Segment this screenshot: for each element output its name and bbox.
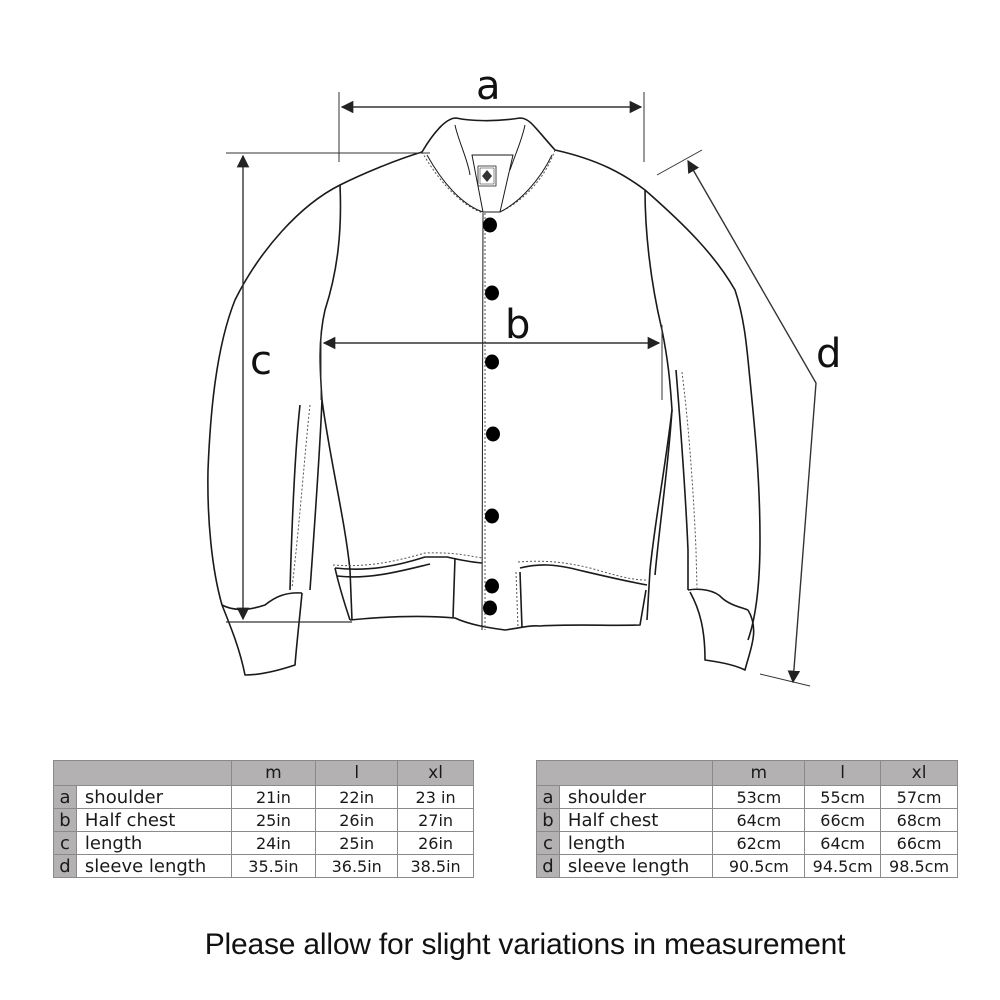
value-m: 25in — [231, 809, 316, 832]
measurement-disclaimer: Please allow for slight variations in measurement — [204, 928, 846, 961]
button — [485, 509, 499, 524]
row-letter: d — [54, 855, 77, 878]
table-row — [54, 809, 474, 832]
dimension-label-c: c — [250, 338, 272, 384]
table-row — [537, 786, 958, 809]
row-label: sleeve length — [76, 855, 231, 878]
value-m: 64cm — [713, 809, 805, 832]
value-xl: 38.5in — [398, 855, 474, 878]
buttons — [483, 218, 500, 616]
table-row — [54, 786, 474, 809]
value-m: 24in — [231, 832, 316, 855]
value-xl: 23 in — [398, 786, 474, 809]
button — [483, 218, 497, 233]
row-label: length — [559, 832, 713, 855]
table-header-row — [54, 761, 474, 786]
row-letter: b — [54, 809, 77, 832]
table-row — [54, 832, 474, 855]
jacket-outline — [208, 118, 760, 675]
table-row — [54, 855, 474, 878]
dimension-label-a: a — [476, 63, 501, 109]
value-l: 36.5in — [316, 855, 398, 878]
row-letter: b — [537, 809, 560, 832]
dimension-label-b: b — [505, 302, 531, 348]
header-blank — [54, 761, 232, 786]
header-size-m: m — [713, 761, 805, 786]
value-xl: 57cm — [881, 786, 958, 809]
row-label: Half chest — [76, 809, 231, 832]
row-letter: d — [537, 855, 560, 878]
value-l: 22in — [316, 786, 398, 809]
row-letter: a — [54, 786, 77, 809]
size-table-inches — [53, 760, 474, 878]
header-size-m: m — [231, 761, 316, 786]
header-size-xl: xl — [398, 761, 474, 786]
size-table-cm — [536, 760, 958, 878]
value-xl: 66cm — [881, 832, 958, 855]
button — [486, 427, 500, 442]
row-letter: c — [537, 832, 560, 855]
value-l: 66cm — [805, 809, 881, 832]
header-size-l: l — [805, 761, 881, 786]
table-row — [537, 855, 958, 878]
value-l: 94.5cm — [805, 855, 881, 878]
value-m: 21in — [231, 786, 316, 809]
value-m: 90.5cm — [713, 855, 805, 878]
button — [485, 286, 499, 301]
button — [483, 601, 497, 616]
button — [485, 355, 499, 370]
table-header-row — [537, 761, 958, 786]
header-blank — [537, 761, 713, 786]
value-m: 35.5in — [231, 855, 316, 878]
value-xl: 27in — [398, 809, 474, 832]
table-row — [537, 832, 958, 855]
button — [485, 579, 499, 594]
value-l: 64cm — [805, 832, 881, 855]
row-label: shoulder — [76, 786, 231, 809]
value-l: 55cm — [805, 786, 881, 809]
header-size-l: l — [316, 761, 398, 786]
value-xl: 26in — [398, 832, 474, 855]
dimension-label-d: d — [816, 331, 842, 377]
row-letter: a — [537, 786, 560, 809]
header-size-xl: xl — [881, 761, 958, 786]
row-label: shoulder — [559, 786, 713, 809]
value-l: 25in — [316, 832, 398, 855]
row-letter: c — [54, 832, 77, 855]
value-xl: 68cm — [881, 809, 958, 832]
value-m: 62cm — [713, 832, 805, 855]
row-label: sleeve length — [559, 855, 713, 878]
table-row — [537, 809, 958, 832]
row-label: Half chest — [559, 809, 713, 832]
dimension-c — [226, 153, 430, 622]
value-m: 53cm — [713, 786, 805, 809]
value-l: 26in — [316, 809, 398, 832]
value-xl: 98.5cm — [881, 855, 958, 878]
row-label: length — [76, 832, 231, 855]
